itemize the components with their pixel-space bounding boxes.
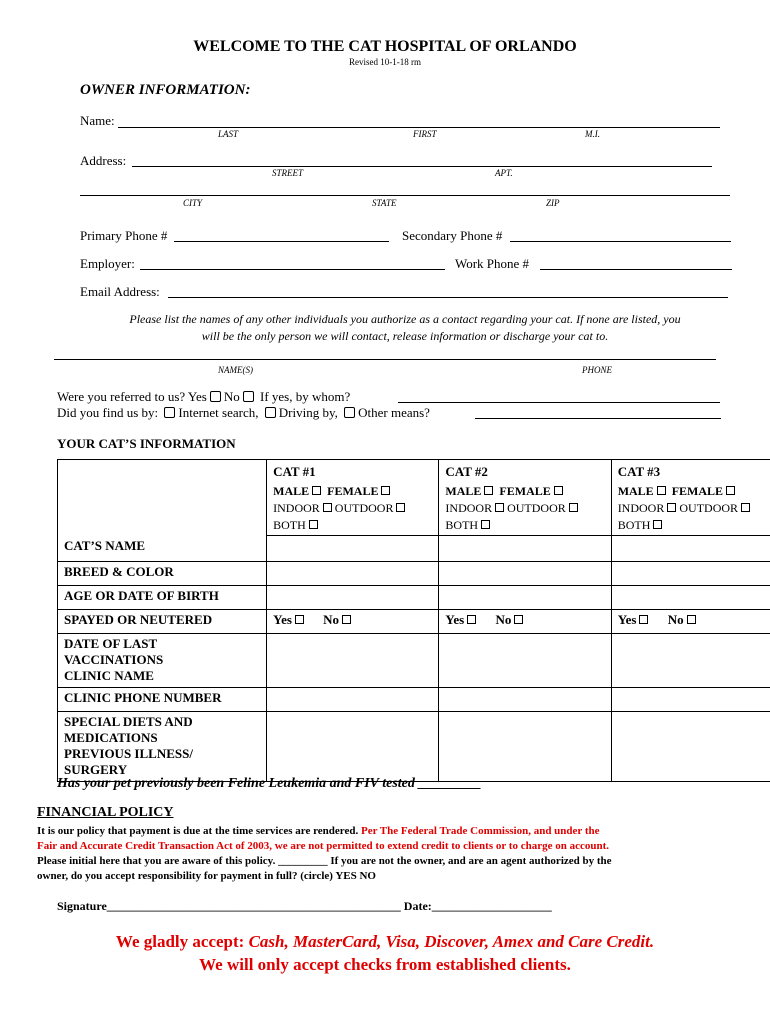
cat3-spayed-no-checkbox[interactable] xyxy=(687,615,696,624)
signature-line[interactable]: Signature_________________________________________________ Date:____________________ xyxy=(57,899,552,913)
cat1-diets-field[interactable] xyxy=(267,712,439,782)
row-label-spayed: SPAYED OR NEUTERED xyxy=(58,610,267,634)
cat3-age-field[interactable] xyxy=(611,586,770,610)
financial-line-2: Fair and Accurate Credit Transaction Act of 2003, we are not permitted to extend credit to clients or to charge on account. xyxy=(37,840,610,852)
cat2-name-field[interactable] xyxy=(439,536,611,562)
cat3-diets-field[interactable] xyxy=(611,712,770,782)
cat1-clinic-phone-field[interactable] xyxy=(267,688,439,712)
secondary-phone-input-line[interactable] xyxy=(510,241,731,242)
email-label: Email Address: xyxy=(80,284,160,299)
revision-note: Revised 10-1-18 rm xyxy=(349,57,421,67)
work-phone-label: Work Phone # xyxy=(455,256,530,271)
cat1-female-checkbox[interactable] xyxy=(381,486,390,495)
cat1-spayed-yes-checkbox[interactable] xyxy=(295,615,304,624)
cat1-male-checkbox[interactable] xyxy=(312,486,321,495)
cat2-outdoor-checkbox[interactable] xyxy=(569,503,578,512)
cat2-age-field[interactable] xyxy=(439,586,611,610)
fiv-question: Has your pet previously been Feline Leukemia and FIV tested _________ xyxy=(57,776,482,791)
work-phone-input-line[interactable] xyxy=(540,269,732,270)
cat3-outdoor-checkbox[interactable] xyxy=(741,503,750,512)
address-input-line[interactable] xyxy=(132,166,712,167)
financial-line-1: It is our policy that payment is due at the time services are rendered. Per The Federal Trade Commission, and under the xyxy=(37,825,600,837)
cat2-spayed-no-checkbox[interactable] xyxy=(514,615,523,624)
accepted-payments: We gladly accept: Cash, MasterCard, Visa, Discover, Amex and Care Credit. xyxy=(115,932,655,951)
contacts-note: Please list the names of any other individuals you authorize as a contact regarding your cat. If none are listed, you will be the only person we will contact, release information or discharge your cat to. xyxy=(129,312,681,343)
row-label-cat-name: CAT’S NAME xyxy=(58,536,267,562)
cat2-female-checkbox[interactable] xyxy=(554,486,563,495)
row-label-age: AGE OR DATE OF BIRTH xyxy=(58,586,267,610)
cat3-male-checkbox[interactable] xyxy=(657,486,666,495)
name-label: Name: xyxy=(80,113,115,128)
driving-by-checkbox[interactable] xyxy=(265,407,276,418)
row-label-breed: BREED & COLOR xyxy=(58,562,267,586)
secondary-phone-label: Secondary Phone # xyxy=(402,228,503,243)
cat2-diets-field[interactable] xyxy=(439,712,611,782)
cats-heading: YOUR CAT’S INFORMATION xyxy=(57,436,236,451)
row-label-diets-illness: SPECIAL DIETS AND MEDICATIONS PREVIOUS ILLNESS/ SURGERY xyxy=(58,712,267,782)
cat2-header-cell: CAT #2 MALE FEMALE INDOOR OUTDOOR BOTH xyxy=(439,460,611,536)
cat1-both-checkbox[interactable] xyxy=(309,520,318,529)
financial-line-4: owner, do you accept responsibility for payment in full? (circle) YES NO xyxy=(37,870,376,882)
cat3-clinic-phone-field[interactable] xyxy=(611,688,770,712)
name-input-line[interactable] xyxy=(118,127,720,128)
cat1-indoor-checkbox[interactable] xyxy=(323,503,332,512)
employer-label: Employer: xyxy=(80,256,135,271)
city-state-zip-input-line[interactable] xyxy=(80,195,730,196)
apt-caption: APT. xyxy=(495,168,513,178)
cat1-header-cell: CAT #1 MALE FEMALE INDOOR OUTDOOR BOTH xyxy=(267,460,439,536)
cat3-breed-field[interactable] xyxy=(611,562,770,586)
cat2-clinic-phone-field[interactable] xyxy=(439,688,611,712)
cat2-indoor-checkbox[interactable] xyxy=(495,503,504,512)
financial-heading: FINANCIAL POLICY xyxy=(37,805,174,820)
row-label-vaccinations: DATE OF LAST VACCINATIONS CLINIC NAME xyxy=(58,634,267,688)
names-caption: NAME(S) xyxy=(218,365,253,375)
cat2-both-checkbox[interactable] xyxy=(481,520,490,529)
first-caption: FIRST xyxy=(413,129,437,139)
zip-caption: ZIP xyxy=(546,198,560,208)
street-caption: STREET xyxy=(272,168,304,178)
cat1-vaccination-field[interactable] xyxy=(267,634,439,688)
primary-phone-label: Primary Phone # xyxy=(80,228,168,243)
state-caption: STATE xyxy=(372,198,397,208)
cat1-name-field[interactable] xyxy=(267,536,439,562)
cat2-spayed-cell: Yes No xyxy=(439,610,611,634)
cat1-age-field[interactable] xyxy=(267,586,439,610)
phone-caption: PHONE xyxy=(582,365,612,375)
city-caption: CITY xyxy=(183,198,203,208)
other-means-input-line[interactable] xyxy=(475,418,721,419)
cat2-spayed-yes-checkbox[interactable] xyxy=(467,615,476,624)
other-means-checkbox[interactable] xyxy=(344,407,355,418)
financial-line-3: Please initial here that you are aware of this policy. _________ If you are not the owner, and are an agent authorized by the xyxy=(37,855,612,867)
primary-phone-input-line[interactable] xyxy=(174,241,389,242)
cat3-both-checkbox[interactable] xyxy=(653,520,662,529)
referred-yes-checkbox[interactable] xyxy=(210,391,221,402)
form-title: WELCOME TO THE CAT HOSPITAL OF ORLANDO xyxy=(193,38,577,55)
internet-search-checkbox[interactable] xyxy=(164,407,175,418)
checks-policy: We will only accept checks from established clients. xyxy=(199,955,571,974)
mi-caption: M.I. xyxy=(585,129,600,139)
row-label-clinic-phone: CLINIC PHONE NUMBER xyxy=(58,688,267,712)
contacts-input-line[interactable] xyxy=(54,359,716,360)
cat1-spayed-cell: Yes No xyxy=(267,610,439,634)
cat1-spayed-no-checkbox[interactable] xyxy=(342,615,351,624)
cat1-breed-field[interactable] xyxy=(267,562,439,586)
cat3-female-checkbox[interactable] xyxy=(726,486,735,495)
employer-input-line[interactable] xyxy=(140,269,445,270)
cat3-name-field[interactable] xyxy=(611,536,770,562)
last-caption: LAST xyxy=(218,129,239,139)
cat3-spayed-cell: Yes No xyxy=(611,610,770,634)
cat1-outdoor-checkbox[interactable] xyxy=(396,503,405,512)
cat3-spayed-yes-checkbox[interactable] xyxy=(639,615,648,624)
cat2-breed-field[interactable] xyxy=(439,562,611,586)
cat2-vaccination-field[interactable] xyxy=(439,634,611,688)
address-label: Address: xyxy=(80,153,127,168)
cat3-indoor-checkbox[interactable] xyxy=(667,503,676,512)
referral-row: Were you referred to us? Yes No If yes, by whom? xyxy=(57,389,351,404)
referred-by-input-line[interactable] xyxy=(398,402,720,403)
found-us-row: Did you find us by: Internet search, Driving by, Other means? xyxy=(57,405,430,420)
email-input-line[interactable] xyxy=(168,297,728,298)
cat2-male-checkbox[interactable] xyxy=(484,486,493,495)
owner-heading: OWNER INFORMATION: xyxy=(80,82,251,98)
cat3-header-cell: CAT #3 MALE FEMALE INDOOR OUTDOOR BOTH xyxy=(611,460,770,536)
referred-no-checkbox[interactable] xyxy=(243,391,254,402)
cat3-vaccination-field[interactable] xyxy=(611,634,770,688)
cats-table xyxy=(57,459,770,782)
